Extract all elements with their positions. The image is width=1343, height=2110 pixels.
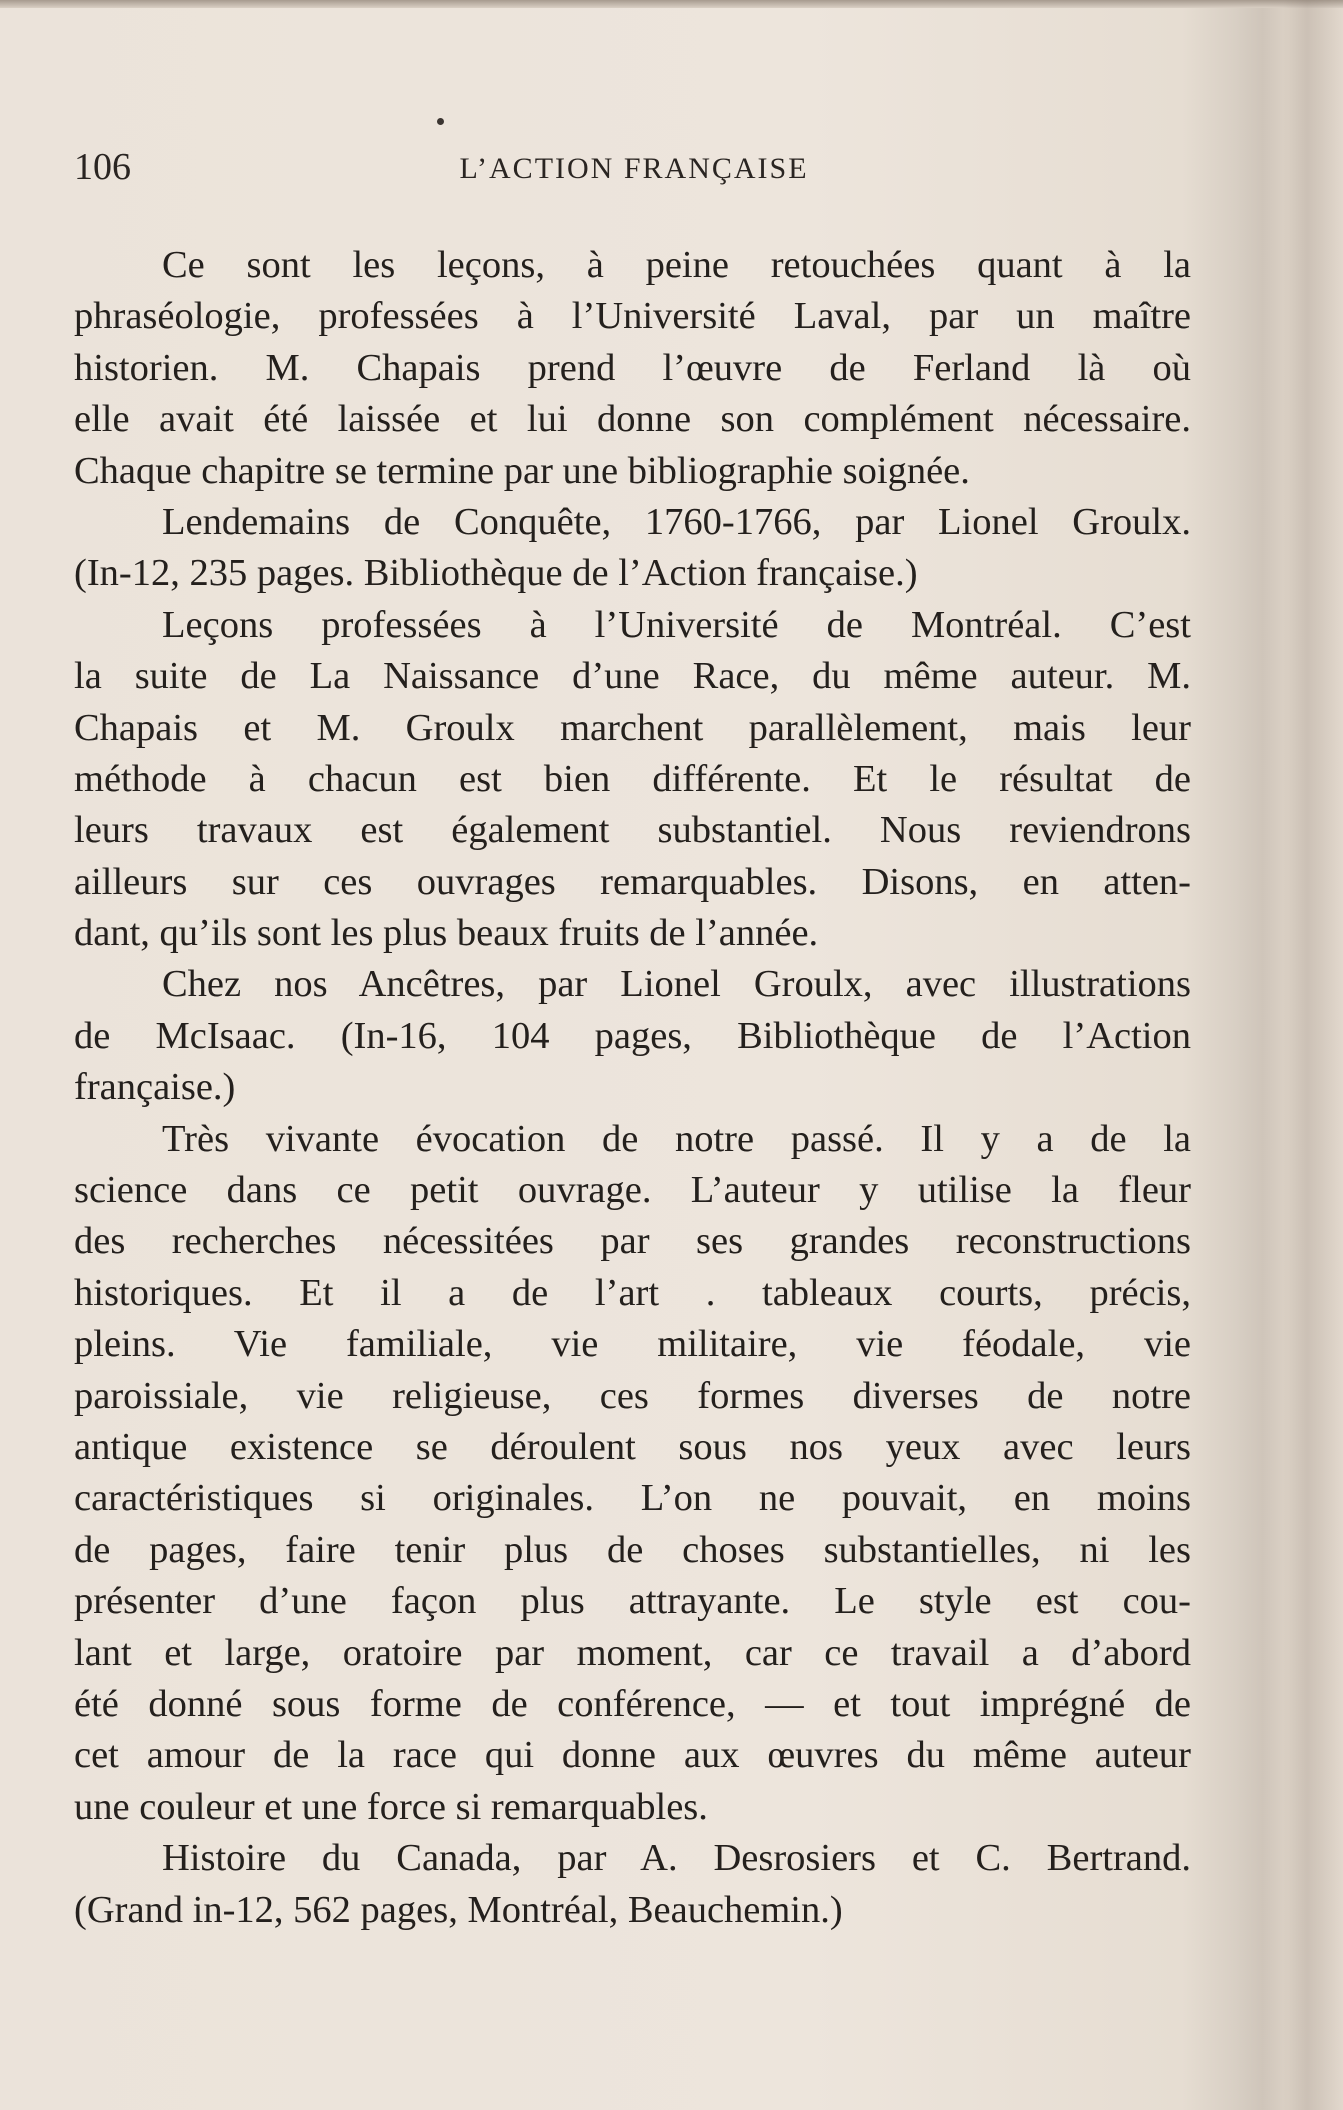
- text-line: elle avait été laissée et lui donne son complément nécessaire.: [74, 398, 1191, 441]
- text-line: leurs travaux est également substantiel. Nous reviendrons: [74, 809, 1191, 852]
- text-line: des recherches nécessitées par ses grandes reconstructions: [74, 1220, 1191, 1263]
- text-line: pleins. Vie familiale, vie militaire, vie féodale, vie: [74, 1323, 1191, 1366]
- body-text: [74, 240, 1191, 1936]
- text-line: dant, qu’ils sont les plus beaux fruits de l’année.: [74, 912, 819, 955]
- text-line: française.): [74, 1066, 236, 1109]
- text-line: Leçons professées à l’Université de Montréal. C’est: [162, 603, 1191, 646]
- text-line: présenter d’une façon plus attrayante. Le style est cou-: [74, 1580, 1191, 1623]
- text-line: historiques. Et il a de l’art . tableaux courts, précis,: [74, 1271, 1191, 1314]
- text-line: historien. M. Chapais prend l’œuvre de Ferland là où: [74, 346, 1191, 389]
- text-line: Lendemains de Conquête, 1760-1766, par Lionel Groulx.: [162, 500, 1191, 543]
- page-top-edge: [0, 0, 1343, 8]
- text-line: Très vivante évocation de notre passé. Il y a de la: [162, 1117, 1191, 1160]
- text-line: de McIsaac. (In-16, 104 pages, Bibliothèque de l’Action: [74, 1014, 1191, 1057]
- text-line: science dans ce petit ouvrage. L’auteur y utilise la fleur: [74, 1169, 1191, 1212]
- running-title: L’ACTION FRANÇAISE: [459, 152, 809, 185]
- text-line: la suite de La Naissance d’une Race, du même auteur. M.: [74, 655, 1191, 698]
- text-line: une couleur et une force si remarquables.: [74, 1785, 708, 1828]
- text-line: lant et large, oratoire par moment, car ce travail a d’abord: [74, 1631, 1191, 1674]
- text-line: méthode à chacun est bien différente. Et le résultat de: [74, 757, 1191, 800]
- text-line: cet amour de la race qui donne aux œuvres du même auteur: [74, 1734, 1191, 1777]
- text-line: de pages, faire tenir plus de choses substantielles, ni les: [74, 1528, 1191, 1571]
- page-header: [74, 142, 1194, 192]
- page-gutter-shadow: [1283, 0, 1343, 2110]
- text-line: (In-12, 235 pages. Bibliothèque de l’Action française.): [74, 552, 918, 595]
- text-line: antique existence se déroulent sous nos yeux avec leurs: [74, 1425, 1191, 1468]
- text-line: Chez nos Ancêtres, par Lionel Groulx, avec illustrations: [162, 963, 1191, 1006]
- text-line: été donné sous forme de conférence, — et tout imprégné de: [74, 1682, 1191, 1725]
- page-number: 106: [74, 146, 131, 188]
- text-line: phraséologie, professées à l’Université Laval, par un maître: [74, 295, 1191, 338]
- ornament-dot: [437, 118, 444, 125]
- text-line: paroissiale, vie religieuse, ces formes diverses de notre: [74, 1374, 1191, 1417]
- text-line: caractéristiques si originales. L’on ne pouvait, en moins: [74, 1477, 1191, 1520]
- text-line: Histoire du Canada, par A. Desrosiers et C. Bertrand.: [162, 1837, 1191, 1880]
- text-line: Ce sont les leçons, à peine retouchées quant à la: [162, 244, 1191, 286]
- text-line: (Grand in-12, 562 pages, Montréal, Beauchemin.): [74, 1888, 843, 1931]
- text-line: Chaque chapitre se termine par une bibliographie soignée.: [74, 449, 970, 492]
- text-line: ailleurs sur ces ouvrages remarquables. Disons, en atten-: [74, 860, 1191, 903]
- text-line: Chapais et M. Groulx marchent parallèlement, mais leur: [74, 706, 1191, 749]
